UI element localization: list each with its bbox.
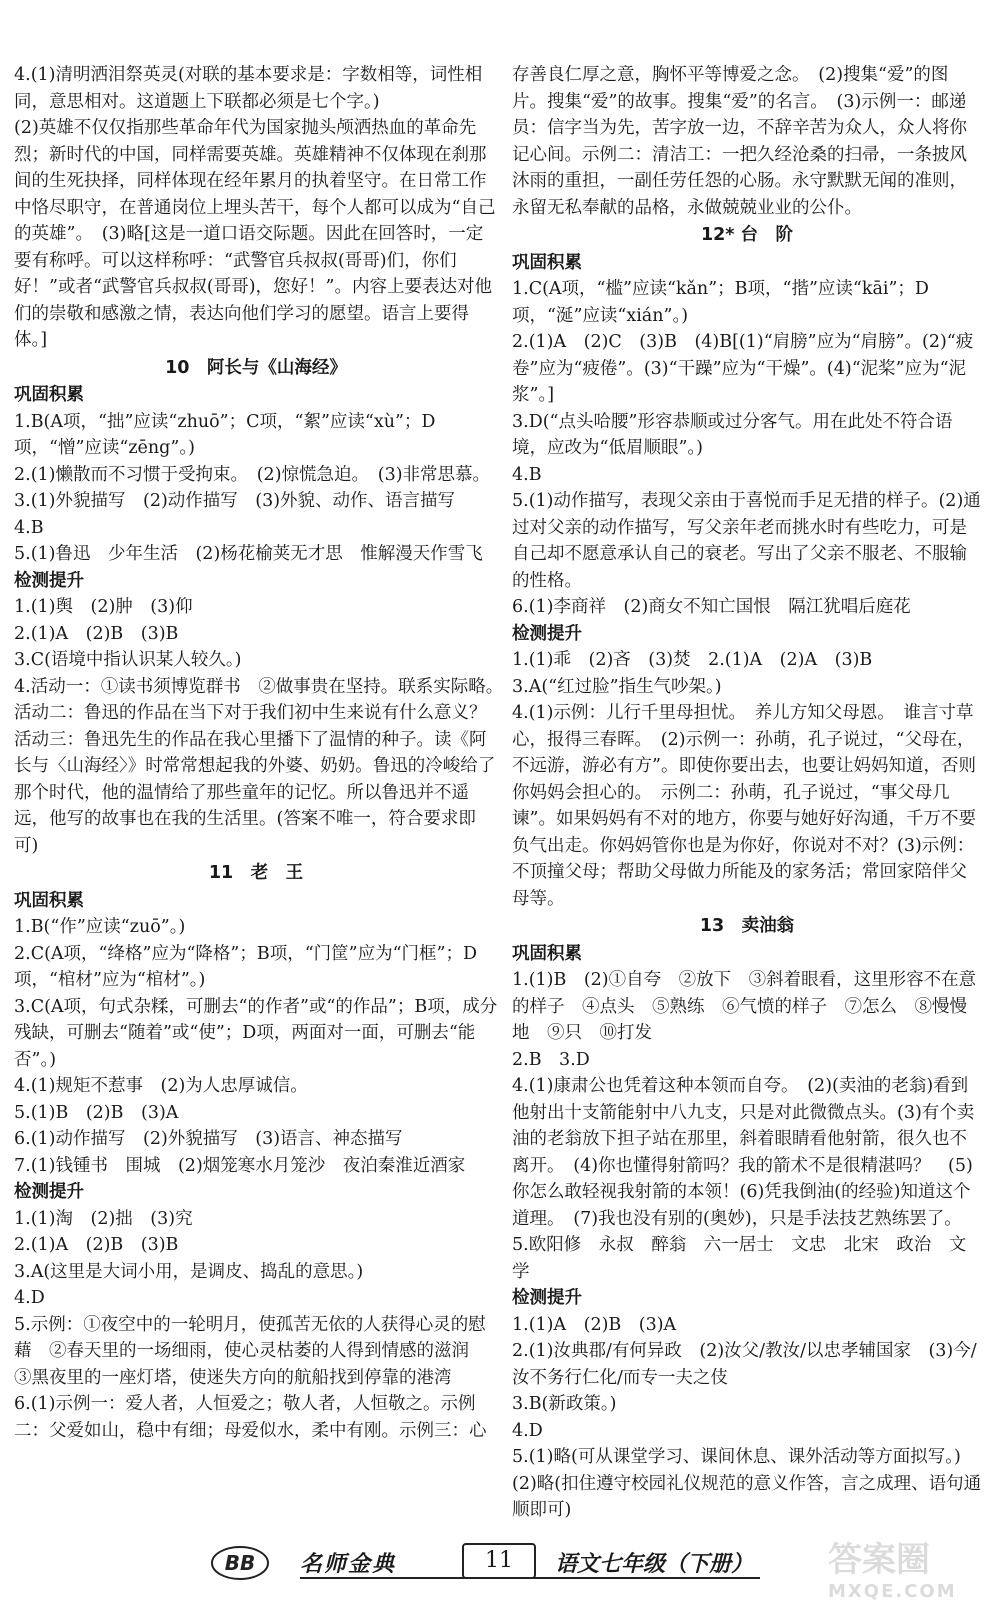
answer-item: 5.(1)略(可从课堂学习、课间休息、课外活动等方面拟写。) (2)略(扣住遵守校园礼仪规范的意义作答，言之成理、语句通顺即可) <box>512 1447 982 1520</box>
answer-item: 3.A(“红过脸”指生气吵架。) <box>512 676 722 697</box>
footer-brand: 名师金典 <box>300 1552 397 1577</box>
answer-item: 1.(1)舆 (2)肿 (3)仰 <box>14 597 193 617</box>
answer-item: 1.(1)乖 (2)吝 (3)焚 2.(1)A (2)A (3)B <box>512 650 873 670</box>
answer-item: 2.B 3.D <box>512 1049 590 1070</box>
subsection-heading: 巩固积累 <box>14 385 84 405</box>
subsection-heading: 检测提升 <box>512 623 582 644</box>
subsection-heading: 巩固积累 <box>512 252 582 273</box>
answer-item: 2.(1)A (2)B (3)B <box>14 623 179 644</box>
section-title: 13 卖油翁 <box>699 916 795 936</box>
subsection-heading: 检测提升 <box>14 1182 84 1202</box>
watermark-line2: MXQE.COM <box>828 1581 957 1602</box>
answer-item: 4.D <box>512 1420 543 1441</box>
answer-item: 3.C(语境中指认识某人较久。) <box>14 650 242 670</box>
subsection-heading: 巩固积累 <box>14 890 84 911</box>
answer-item: 1.(1)B (2)①自夸 ②放下 ③斜着眼看，这里形容不在意的样子 ④点头 ⑤熟练 ⑥气愤的样子 ⑦怎么 ⑧慢慢地 ⑨只 ⑩打发 <box>512 970 977 1043</box>
section-title: 12* 台 阶 <box>700 225 794 245</box>
answer-item: 2.(1)A (2)B (3)B <box>14 1235 179 1255</box>
brand-logo-icon <box>210 1543 270 1581</box>
answer-item: 5.示例：①夜空中的一轮明月，使孤苦无依的人获得心灵的慰藉 ②春天里的一场细雨，使心灵枯萎的人得到情感的滋润 ③黑夜里的一座灯塔，使迷失方向的航船找到停靠的港湾 <box>14 1314 487 1388</box>
answer-item: 2.(1)A (2)C (3)B (4)B[(1)“肩膀”应为“肩膀”。(2)“疲卷”应为“疲倦”。(3)“干躁”应为“干燥”。(4)“泥桨”应为“泥浆”。] <box>512 332 974 405</box>
subsection-heading: 巩固积累 <box>512 943 582 964</box>
watermark-line1: 答案圈 <box>828 1540 930 1580</box>
answer-item: 5.欧阳修 永叔 醉翁 六一居士 文忠 北宋 政治 文学 <box>512 1235 967 1282</box>
answer-item: 4.(1)示例：儿行千里母担忧。 养儿方知父母恩。 谁言寸草心，报得三春晖。 (2)示例一：孙萌，孔子说过，“父母在，不远游，游必有方”。即使你要出去，也要让妈妈知道，否则你妈妈会担心的。 示例二：孙萌，孔子说过，“事父母几谏”。如果妈妈有不对的地方，你要与她好好沟通，千万不要负气出走。你妈妈管你也是为你好，你说对不对？(3)示例：不顶撞父母；帮助父母做力所能及的家务活；常回家陪伴父母等。 <box>512 703 976 909</box>
svg-text:BB: BB <box>224 1551 256 1575</box>
answer-item: 1.(1)淘 (2)拙 (3)究 <box>14 1208 193 1229</box>
page-number: 11 <box>462 1543 536 1579</box>
answer-item: 4.(1)清明洒泪祭英灵(对联的基本要求是：字数相等，词性相同，意思相对。这道题上下联都必须是七个字。) <box>14 65 483 112</box>
answer-item: 4.活动一：①读书须博览群书 ②做事贵在坚持。联系实际略。 活动二：鲁迅的作品在当下对于我们初中生来说有什么意义？ 活动三：鲁迅先生的作品在我心里播下了温情的种子。读《阿长与〈山海经〉》时常常想起我的外婆、奶奶。鲁迅的冷峻给了那个时代，他的温情给了那些童年的记忆。所以鲁迅并不遥远，他写的故事也在我的生活里。(答案不唯一，符合要求即可) <box>14 676 512 856</box>
answer-item: 2.C(A项，“绛格”应为“降格”；B项，“门筐”应为“门框”；D项，“棺材”应为“棺材”。) <box>14 943 478 990</box>
answer-item: 3.B(新政策。) <box>512 1394 617 1414</box>
page-footer <box>210 1543 770 1583</box>
answer-item: 4.D <box>14 1288 45 1308</box>
footer-subject: 语文七年级（下册） <box>555 1552 754 1577</box>
section-title: 10 阿长与《山海经》 <box>165 357 347 378</box>
answer-item: 1.(1)A (2)B (3)A <box>512 1314 677 1335</box>
section-title: 11 老 王 <box>208 863 304 883</box>
footer-rule <box>300 1577 760 1579</box>
subsection-heading: 检测提升 <box>512 1288 582 1308</box>
answer-item: 1.B(A项，“拙”应读“zhuō”；C项，“絮”应读“xù”；D项，“憎”应读“zēng”。) <box>14 411 436 458</box>
answer-item: 4.B <box>14 517 44 538</box>
answer-item: 6.(1)示例一：爱人者，人恒爱之；敬人者，人恒敬之。示例二：父爱如山，稳中有细；母爱似水，柔中有刚。示例三：心 <box>14 1394 487 1441</box>
answer-item: (2)英雄不仅仅指那些革命年代为国家抛头颅洒热血的革命先烈；新时代的中国，同样需要英雄。英雄精神不仅体现在刹那间的生死抉择，同样体现在经年累月的执着坚守。在日常工作中恪尽职守，在普通岗位上埋头苦干，每个人都可以成为“自己的英雄”。 (3)略[这是一道口语交际题。因此在回答时，一定要有称呼。可以这样称呼：“武警官兵叔叔(哥哥)们，你们好！”或者“武警官兵叔叔(哥哥)，您好！”。内容上要表达对他们的崇敬和感激之情，表达向他们学习的愿望。语言上要得体。] <box>14 118 496 350</box>
answer-item: 1.C(A项，“槛”应读“kǎn”；B项，“揩”应读“kāi”；D项，“涎”应读“xián”。) <box>512 279 929 326</box>
answer-item: 3.C(A项，句式杂糅，可删去“的作者”或“的作品”；B项，成分残缺，可删去“随着”或“使”；D项，两面对一面，可删去“能否”。) <box>14 996 498 1070</box>
answer-item: 4.B <box>512 464 542 485</box>
answer-item: 5.(1)鲁迅 少年生活 (2)杨花榆荚无才思 惟解漫天作雪飞 <box>14 544 483 564</box>
left-column <box>14 62 512 1444</box>
subsection-heading: 检测提升 <box>14 570 84 591</box>
answer-item: 5.(1)B (2)B (3)A <box>14 1102 179 1123</box>
answer-item: 1.B(“作”应读“zuō”。) <box>14 917 186 937</box>
answer-item: 存善良仁厚之意，胸怀平等博爱之念。 (2)搜集“爱”的图片。搜集“爱”的故事。搜集“爱”的名言。 (3)示例一：邮递员：信字当为先，苦字放一边，不辞辛苦为众人，众人将你记心间。示例二：清洁工：一把久经沧桑的扫帚，一条披风沐雨的重担，一副任劳任怨的心肠。永守默默无闻的准则，永留无私奉献的品格，永做兢兢业业的公仆。 <box>512 65 967 218</box>
right-column <box>512 62 982 1524</box>
watermark <box>828 1532 988 1602</box>
answer-item: 3.(1)外貌描写 (2)动作描写 (3)外貌、动作、语言描写 <box>14 491 456 511</box>
answer-item: 4.(1)规矩不惹事 (2)为人忠厚诚信。 <box>14 1076 308 1096</box>
answer-item: 7.(1)钱锺书 围城 (2)烟笼寒水月笼沙 夜泊秦淮近酒家 <box>14 1155 466 1176</box>
answer-item: 2.(1)懒散而不习惯于受拘束。 (2)惊慌急迫。 (3)非常思慕。 <box>14 464 491 485</box>
answer-item: 4.(1)康肃公也凭着这种本领而自夸。 (2)(卖油的老翁)看到他射出十支箭能射中八九支，只是对此微微点头。(3)有个卖油的老翁放下担子站在那里，斜着眼睛看他射箭，很久也不离开。 (4)你也懂得射箭吗？我的箭术不是很精湛吗？ (5)你怎么敢轻视我射箭的本领！(6)凭我倒油(的经验)知道这个道理。 (7)我也没有别的(奥妙)，只是手法技艺熟练罢了。 <box>512 1076 975 1229</box>
answer-item: 5.(1)动作描写，表现父亲由于喜悦而手足无措的样子。(2)通过对父亲的动作描写，写父亲年老而挑水时有些吃力，可是自己却不愿意承认自己的衰老。写出了父亲不服老、不服输的性格。 <box>512 491 981 591</box>
answer-item: 6.(1)动作描写 (2)外貌描写 (3)语言、神态描写 <box>14 1129 403 1149</box>
answer-item: 3.A(这里是大词小用，是调皮、捣乱的意思。) <box>14 1261 364 1282</box>
answer-item: 3.D(“点头哈腰”形容恭顺或过分客气。用在此处不符合语境，应改为“低眉顺眼”。) <box>512 411 953 458</box>
answer-item: 2.(1)汝典郡/有何异政 (2)汝父/教汝/以忠孝辅国家 (3)今/汝不务行仁化/而专一夫之伎 <box>512 1341 977 1388</box>
answer-item: 6.(1)李商祥 (2)商女不知亡国恨 隔江犹唱后庭花 <box>512 597 911 617</box>
